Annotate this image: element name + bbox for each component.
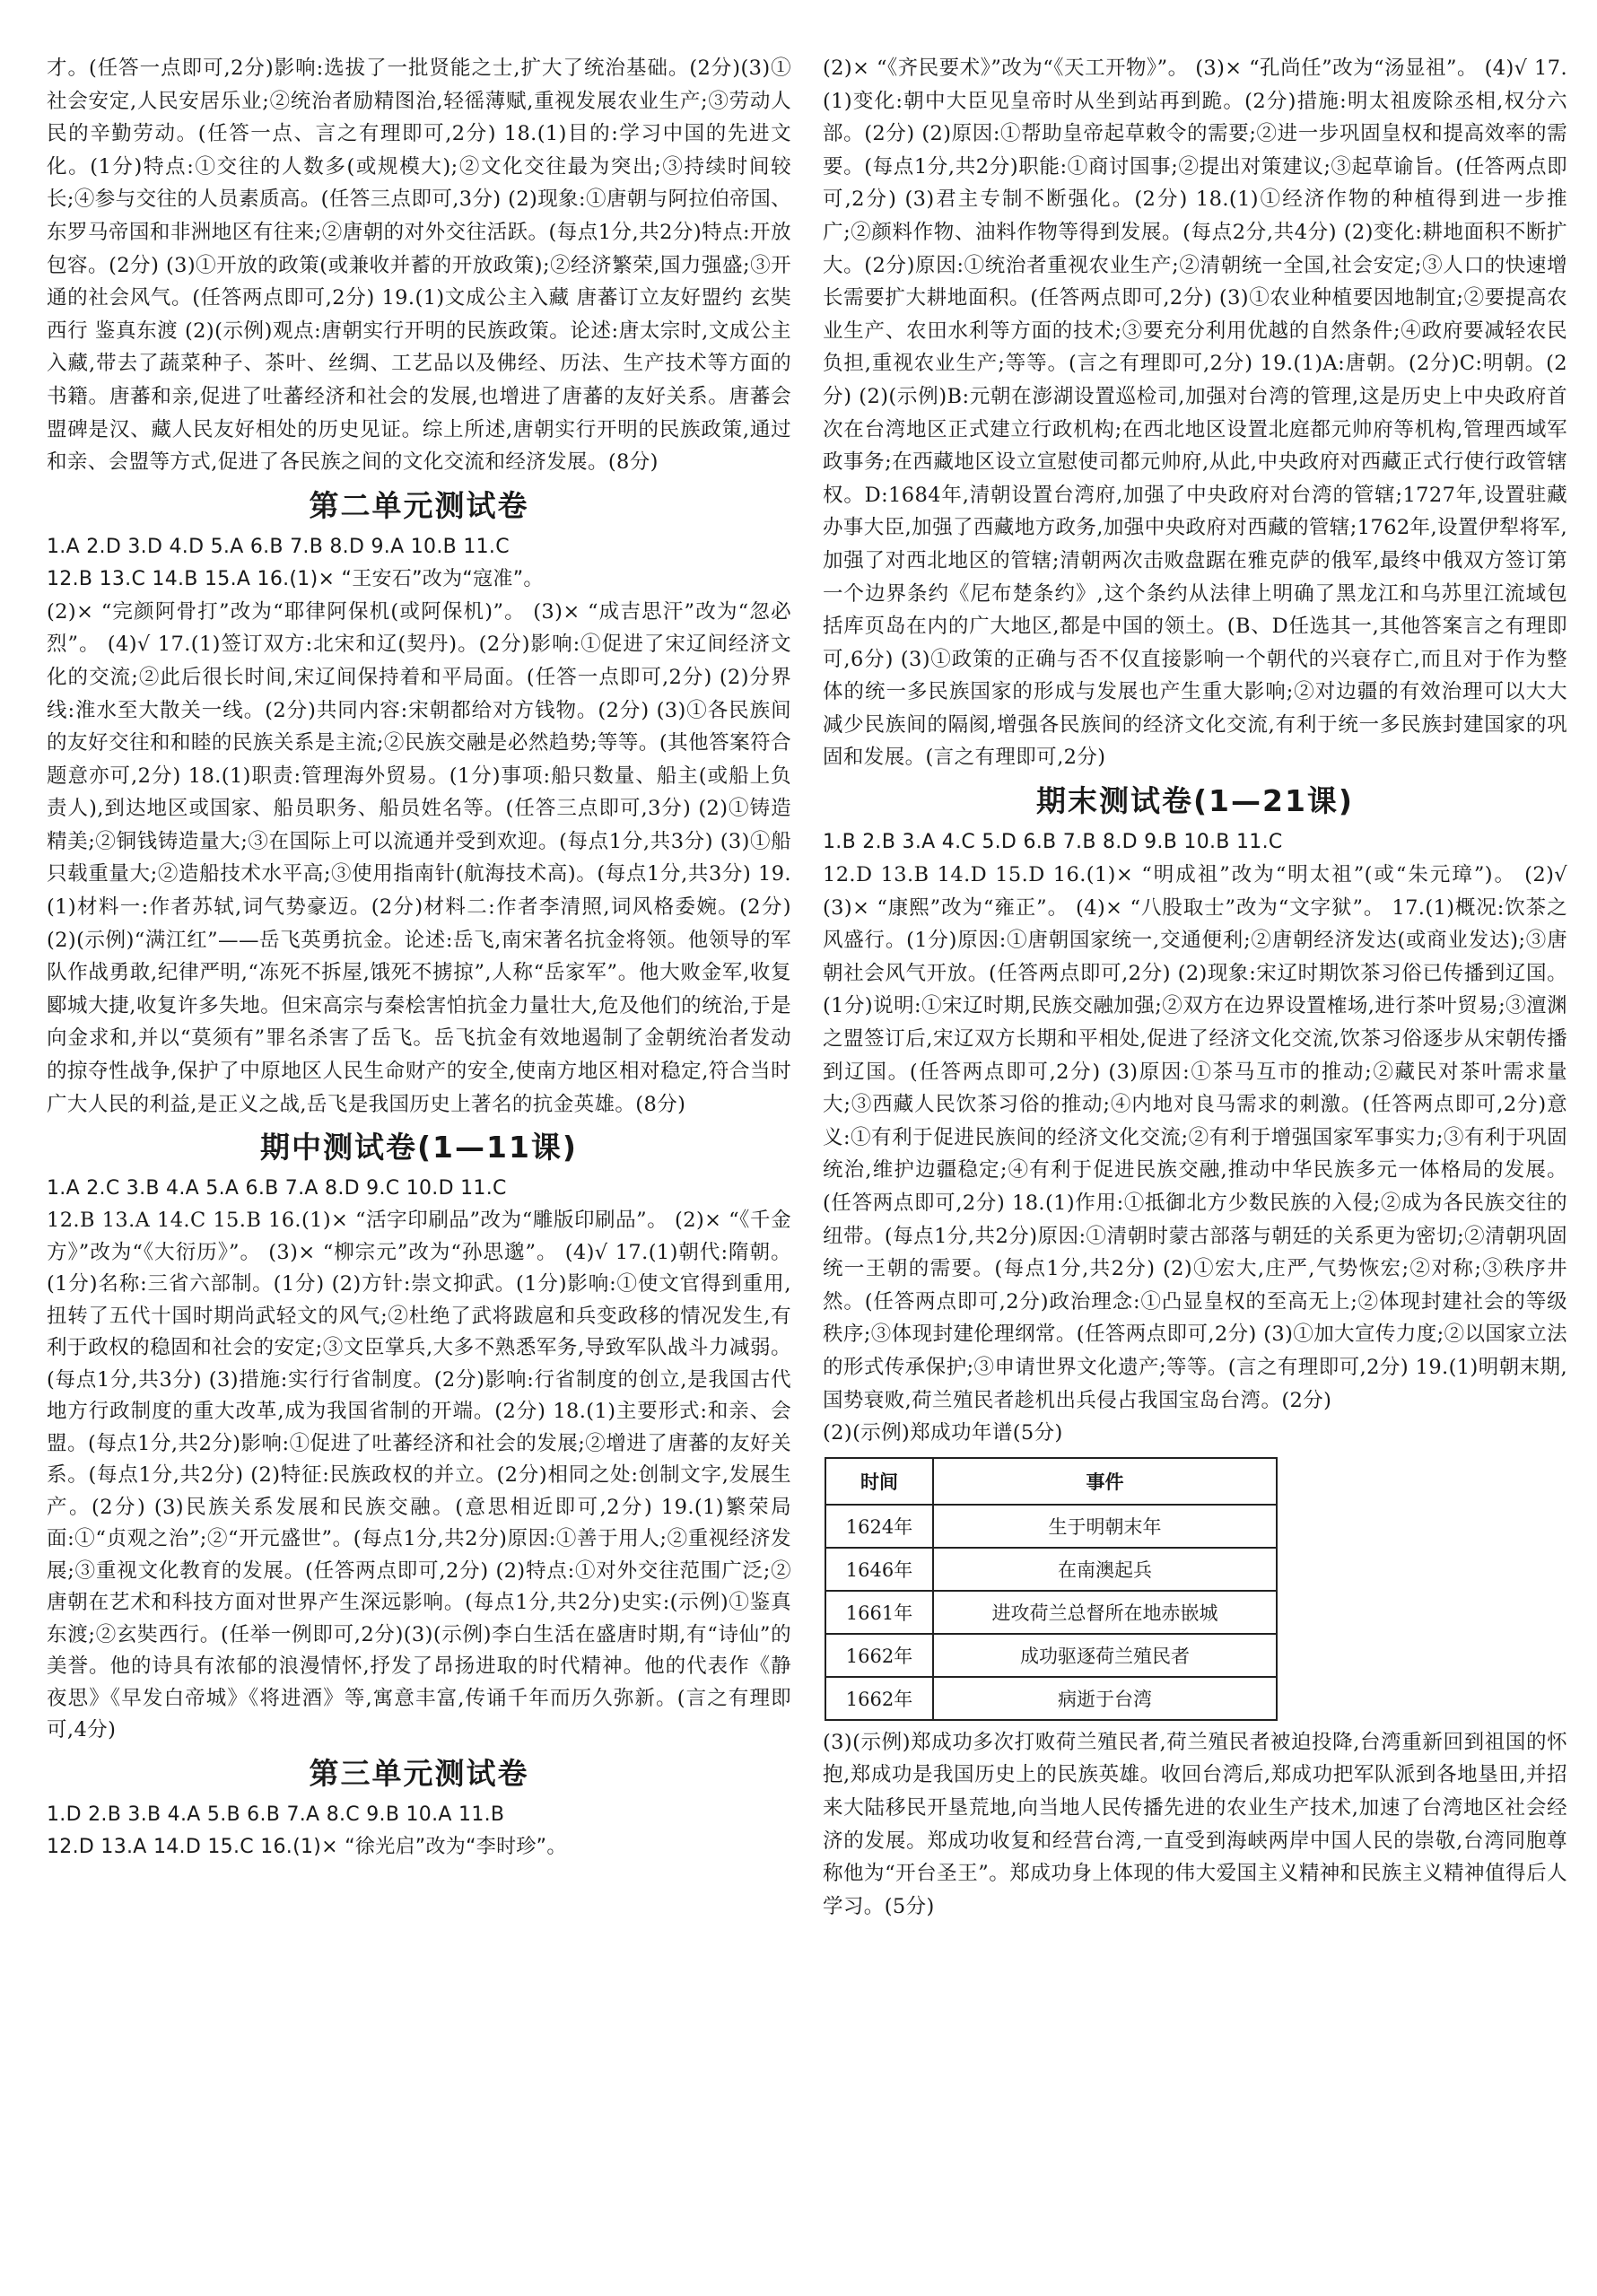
answer-text-block: (3)(示例)郑成功多次打败荷兰殖民者,荷兰殖民者被迫投降,台湾重新回到祖国的怀抱,郑成功是我国历史上的民族英雄。收回台湾后,郑成功把军队派到各地垦田,并招来大陆移民开垦荒地,向当地人民传播先进的农业生产技术,加速了台湾地区社会经济的发展。郑成功收复和经营台湾,一直受到海峡两岸中国人民的崇敬,台湾同胞尊称他为“开台圣王”。郑成功身上体现的伟大爱国主义精神和民族主义精神值得后人学习。(5分) [823,1730,1567,1918]
cell-event: 进攻荷兰总督所在地赤嵌城 [933,1591,1277,1634]
cell-year: 1662年 [825,1677,933,1720]
answer-text-block: 12.B 13.A 14.C 15.B 16.(1)× “活字印刷品”改为“雕版印刷品”。 (2)× “《千金方》”改为“《大衍历》”。 (3)× “柳宗元”改为“孙思邈”。 (4)√ 17.(1)朝代:隋朝。(1分)名称:三省六部制。(1分) (2)方针:崇文抑武。(1分)影响:①使文官得到重用,扭转了五代十国时期尚武轻文的风气;②杜绝了武将跋扈和兵变政移的情况发生,有利于政权的稳固和社会的安定;③文臣掌兵,大多不熟悉军务,导致军队战斗力减弱。(每点1分,共3分) (3)措施:实行行省制度。(2分)影响:行省制度的创立,是我国古代地方行政制度的重大改革,成为我国省制的开端。(2分) 18.(1)主要形式:和亲、会盟。(每点1分,共2分)影响:①促进了吐蕃经济和社会的发展;②增进了唐蕃的友好关系。(每点1分,共2分) (2)特征:民族政权的并立。(2分)相同之处:创制文字,发展生产。(2分) (3)民族关系发展和民族交融。(意思相近即可,2分) 19.(1)繁荣局面:①“贞观之治”;②“开元盛世”。(每点1分,共2分)原因:①善于用人;②重视经济发展;③重视文化教育的发展。(任答两点即可,2分) (2)特点:①对外交往范围广泛;②唐朝在艺术和科技方面对世界产生深远影响。(每点1分,共2分)史实:(示例)①鉴真东渡;②玄奘西行。(任举一例即可,2分)(3)(示例)李白生活在盛唐时期,有“诗仙”的美誉。他的诗具有浓郁的浪漫情怀,抒发了昂扬进取的时代精神。他的代表作《静夜思》《早发白帝城》《将进酒》等,寓意丰富,传诵千年而历久弥新。(言之有理即可,4分) [47,1209,791,1742]
chronology-table-wrapper [823,1457,1567,1721]
left-column [47,52,791,1864]
cell-year: 1662年 [825,1634,933,1677]
section-title-final: 期末测试卷(1—21课) [1035,783,1355,819]
cell-event: 成功驱逐荷兰殖民者 [933,1634,1277,1677]
choice-answers-row: 12.D 13.A 14.D 15.C 16.(1)× “徐光启”改为“李时珍”。 [47,1835,567,1858]
answer-text-block: (2)× “《齐民要术》”改为“《天工开物》”。 (3)× “孔尚任”改为“汤显祖”。 (4)√ 17.(1)变化:朝中大臣见皇帝时从坐到站再到跪。(2分)措施:明太祖废除丞相,权分六部。(2分) (2)原因:①帮助皇帝起草敕令的需要;②进一步巩固皇权和提高效率的需要。(每点1分,共2分)职能:①商讨国事;②提出对策建议;③起草谕旨。(任答两点即可,2分) (3)君主专制不断强化。(2分) 18.(1)①经济作物的种植得到进一步推广;②颜料作物、油料作物等得到发展。(每点2分,共4分) (2)变化:耕地面积不断扩大。(2分)原因:①统治者重视农业生产;②清朝统一全国,社会安定;③人口的快速增长需要扩大耕地面积。(任答两点即可,2分) (3)①农业种植要因地制宜;②要提高农业生产、农田水利等方面的技术;③要充分利用优越的自然条件;④政府要减轻农民负担,重视农业生产;等等。(言之有理即可,2分) 19.(1)A:唐朝。(2分)C:明朝。(2分) (2)(示例)B:元朝在澎湖设置巡检司,加强对台湾的管理,这是历史上中央政府首次在台湾地区正式建立行政机构;在西北地区设置北庭都元帅府等机构,管理西域军政事务;在西藏地区设立宣慰使司都元帅府,从此,中央政府对西藏正式行使行政管辖权。D:1684年,清朝设置台湾府,加强了中央政府对台湾的管辖;1727年,设置驻藏办事大臣,加强了西藏地方政务,加强中央政府对西藏的管辖;1762年,设置伊犁将军,加强了对西北地区的管辖;清朝两次击败盘踞在雅克萨的俄军,最终中俄双方签订第一个边界条约《尼布楚条约》,这个条约从法律上明确了黑龙江和乌苏里江流域包括库页岛在内的广大地区,都是中国的领土。(B、D任选其一,其他答案言之有理即可,6分) (3)①政策的正确与否不仅直接影响一个朝代的兴衰存亡,而且对于作为整体的统一多民族国家的形成与发展也产生重大影响;②对边疆的有效治理可以大大减少民族间的隔阂,增强各民族间的经济文化交流,有利于统一多民族封建国家的巩固和发展。(言之有理即可,2分) [823,57,1567,770]
table-header-row [825,1458,1277,1505]
table-row [825,1548,1277,1591]
cell-year: 1646年 [825,1548,933,1591]
choice-answers-row: 1.B 2.B 3.A 4.C 5.D 6.B 7.B 8.D 9.B 10.B 11.C [823,831,1283,854]
cell-event: 生于明朝末年 [933,1505,1277,1548]
answer-text-block: (2)× “完颜阿骨打”改为“耶律阿保机(或阿保机)”。 (3)× “成吉思汗”改为“忽必烈”。 (4)√ 17.(1)签订双方:北宋和辽(契丹)。(2分)影响:①促进了宋辽间经济文化的交流;②此后很长时间,宋辽间保持着和平局面。(任答一点即可,2分) (2)分界线:淮水至大散关一线。(2分)共同内容:宋朝都给对方钱物。(2分) (3)①各民族间的友好交往和和睦的民族关系是主流;②民族交融是必然趋势;等等。(其他答案符合题意亦可,2分) 18.(1)职责:管理海外贸易。(1分)事项:船只数量、船主(或船上负责人),到达地区或国家、船员职务、船员姓名等。(任答三点即可,3分) (2)①铸造精美;②铜钱铸造量大;③在国际上可以流通并受到欢迎。(每点1分,共3分) (3)①船只载重量大;②造船技术水平高;③使用指南针(航海技术高)。(每点1分,共3分) 19.(1)材料一:作者苏轼,词气势豪迈。(2分)材料二:作者李清照,词风格委婉。(2分) (2)(示例)“满江红”——岳飞英勇抗金。论述:岳飞,南宋著名抗金将领。他领导的军队作战勇敢,纪律严明,“冻死不拆屋,饿死不掳掠”,人称“岳家军”。他大败金军,收复郾城大捷,收复许多失地。但宋高宗与秦桧害怕抗金力量壮大,危及他们的统治,于是向金求和,并以“莫须有”罪名杀害了岳飞。岳飞抗金有效地遏制了金朝统治者发动的掠夺性战争,保护了中原地区人民生命财产的安全,使南方地区相对稳定,符合当时广大人民的利益,是正义之战,岳飞是我国历史上著名的抗金英雄。(8分) [47,599,791,1116]
table-row [825,1505,1277,1548]
table-row [825,1677,1277,1720]
cell-event: 在南澳起兵 [933,1548,1277,1591]
cell-year: 1661年 [825,1591,933,1634]
answer-text-block: 12.D 13.B 14.D 15.D 16.(1)× “明成祖”改为“明太祖”(或“朱元璋”)。 (2)√ (3)× “康熙”改为“雍正”。 (4)× “八股取士”改为“文字狱”。 17.(1)概况:饮茶之风盛行。(1分)原因:①唐朝国家统一,交通便利;②唐朝经济发达(或商业发达);③唐朝社会风气开放。(任答两点即可,2分) (2)现象:宋辽时期饮茶习俗已传播到辽国。(1分)说明:①宋辽时期,民族交融加强;②双方在边界设置榷场,进行茶叶贸易;③澶渊之盟签订后,宋辽双方长期和平相处,促进了经济文化交流,饮茶习俗逐步从宋朝传播到辽国。(任答两点即可,2分) (3)原因:①茶马互市的推动;②藏民对茶叶需求量大;③西藏人民饮茶习俗的推动;④内地对良马需求的刺激。(任答两点即可,2分)意义:①有利于促进民族间的经济文化交流;②有利于增强国家军事实力;③有利于巩固统治,维护边疆稳定;④有利于促进民族交融,推动中华民族多元一体格局的发展。(任答两点即可,2分) 18.(1)作用:①抵御北方少数民族的入侵;②成为各民族交往的纽带。(每点1分,共2分)原因:①清朝时蒙古部落与朝廷的关系更为密切;②清朝巩固统一王朝的需要。(每点1分,共2分) (2)①宏大,庄严,气势恢宏;②对称;③秩序井然。(任答两点即可,2分)政治理念:①凸显皇权的至高无上;②体现封建社会的等级秩序;③体现封建伦理纲常。(任答两点即可,2分) (3)①加大宣传力度;②以国家立法的形式传承保护;③申请世界文化遗产;等等。(言之有理即可,2分) 19.(1)明朝末期,国势衰败,荷兰殖民者趁机出兵侵占我国宝岛台湾。(2分) [823,863,1568,1412]
answer-text-block: 才。(任答一点即可,2分)影响:选拔了一批贤能之士,扩大了统治基础。(2分)(3)①社会安定,人民安居乐业;②统治者励精图治,轻徭薄赋,重视发展农业生产;③劳动人民的辛勤劳动。(任答一点、言之有理即可,2分) 18.(1)目的:学习中国的先进文化。(1分)特点:①交往的人数多(或规模大);②文化交往最为突出;③持续时间较长;④参与交往的人员素质高。(任答三点即可,3分) (2)现象:①唐朝与阿拉伯帝国、东罗马帝国和非洲地区有往来;②唐朝的对外交往活跃。(每点1分,共2分)特点:开放包容。(2分) (3)①开放的政策(或兼收并蓄的开放政策);②经济繁荣,国力强盛;③开通的社会风气。(任答两点即可,2分) 19.(1)文成公主入藏 唐蕃订立友好盟约 玄奘西行 鉴真东渡 (2)(示例)观点:唐朝实行开明的民族政策。论述:唐太宗时,文成公主入藏,带去了蔬菜种子、茶叶、丝绸、工艺品以及佛经、历法、生产技术等方面的书籍。唐蕃和亲,促进了吐蕃经济和社会的发展,也增进了唐蕃的友好关系。唐蕃会盟碑是汉、藏人民友好相处的历史见证。综上所述,唐朝实行开明的民族政策,通过和亲、会盟等方式,促进了各民族之间的文化交流和经济发展。(8分) [47,57,792,475]
zheng-chenggong-chronology-table [825,1457,1278,1721]
table-row [825,1634,1277,1677]
section-title-unit-2: 第二单元测试卷 [309,487,529,523]
cell-year: 1624年 [825,1505,933,1548]
header-event: 事件 [933,1458,1277,1505]
choice-answers-row: 1.A 2.C 3.B 4.A 5.A 6.B 7.A 8.D 9.C 10.D 11.C [47,1177,507,1200]
header-time: 时间 [825,1458,933,1505]
section-title-unit-3: 第三单元测试卷 [309,1755,529,1791]
cell-event: 病逝于台湾 [933,1677,1277,1720]
table-row [825,1591,1277,1634]
choice-answers-row: 12.B 13.C 14.B 15.A 16.(1)× “王安石”改为“寇准”。 [47,567,544,590]
table-caption: (2)(示例)郑成功年谱(5分) [823,1421,1063,1445]
section-title-midterm: 期中测试卷(1—11课) [259,1130,579,1165]
choice-answers-row: 1.A 2.D 3.D 4.D 5.A 6.B 7.B 8.D 9.A 10.B 11.C [47,535,510,558]
right-column [823,52,1567,1923]
choice-answers-row: 1.D 2.B 3.B 4.A 5.B 6.B 7.A 8.C 9.B 10.A 11.B [47,1803,505,1826]
